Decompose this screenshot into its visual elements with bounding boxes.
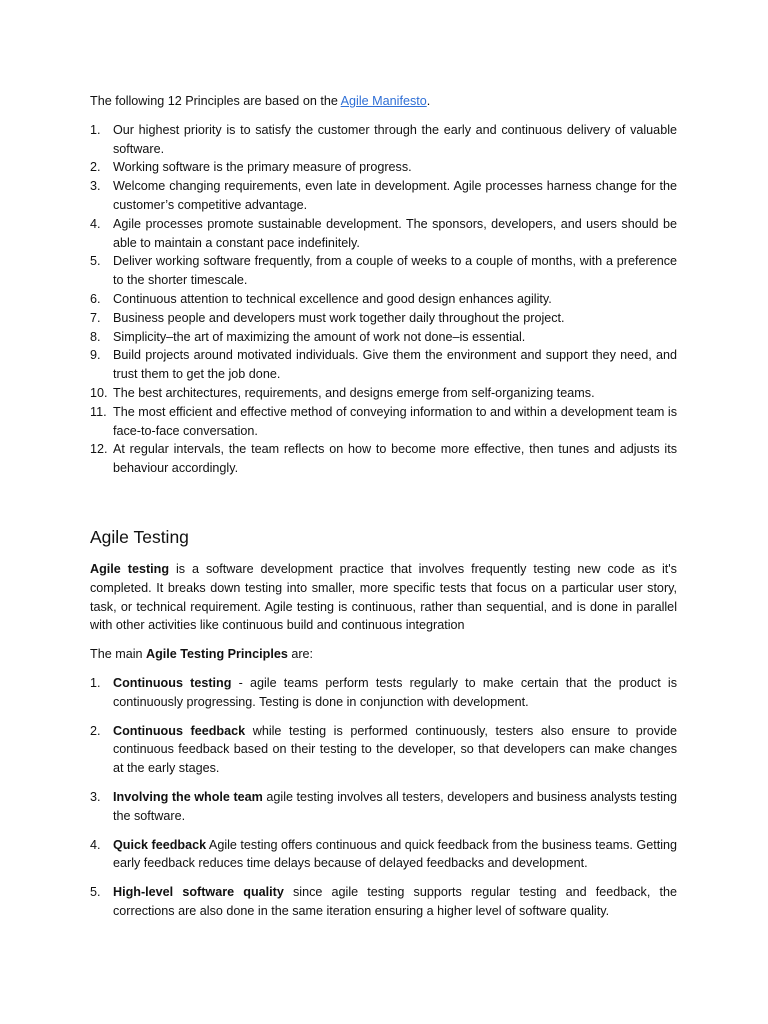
principle-number: 5. bbox=[90, 254, 101, 269]
testing-principle-title: Continuous feedback bbox=[113, 723, 246, 738]
principle-text: At regular intervals, the team reflects on how to become more effective, then tunes and adjusts its behaviour accordingly. bbox=[113, 442, 677, 476]
document-content bbox=[90, 92, 677, 931]
testing-principle-number: 5. bbox=[90, 885, 101, 900]
testing-principle-title: Involving the whole team bbox=[113, 789, 263, 804]
principle-text: Welcome changing requirements, even late in development. Agile processes harness change for the customer’s competitive advantage. bbox=[113, 179, 677, 212]
agile-testing-heading: Agile Testing bbox=[90, 526, 189, 547]
testing-principle-text: agile testing involves all testers, developers and business analysts testing the software. bbox=[113, 789, 677, 823]
testing-principle-number: 2. bbox=[90, 723, 101, 738]
agile-manifesto-link[interactable]: Agile Manifesto bbox=[340, 94, 427, 108]
testing-principle-text: Agile testing offers continuous and quick feedback from the business teams. Getting early feedback reduces time delays because of delayed feedbacks and development. bbox=[113, 837, 678, 871]
principle-text: Simplicity–the art of maximizing the amount of work not done–is essential. bbox=[113, 329, 526, 344]
principle-item bbox=[90, 158, 677, 177]
principle-number: 6. bbox=[90, 291, 101, 306]
testing-principle-title: Continuous testing bbox=[113, 675, 232, 690]
testing-principles-list bbox=[90, 674, 677, 921]
principle-number: 12. bbox=[90, 442, 108, 457]
principle-number: 2. bbox=[90, 160, 101, 175]
testing-principle-item bbox=[90, 788, 677, 826]
principle-item bbox=[90, 290, 677, 309]
testing-principle-text: since agile testing supports regular testing and feedback, the corrections are also done in the same iteration ensuring a higher level of software quality. bbox=[113, 885, 678, 918]
testing-principle-number: 1. bbox=[90, 675, 101, 690]
principle-number: 10. bbox=[90, 385, 108, 400]
principle-item bbox=[90, 328, 677, 347]
agile-testing-paragraph bbox=[90, 560, 677, 635]
principle-item bbox=[90, 252, 677, 290]
principle-number: 1. bbox=[90, 122, 101, 137]
testing-principle-text: - agile teams perform tests regularly to make certain that the product is continuously progressing. Testing is done in conjunction with development. bbox=[113, 675, 677, 709]
principle-text: The most efficient and effective method of conveying information to and within a development team is face-to-face conversation. bbox=[113, 404, 677, 438]
principle-item bbox=[90, 403, 677, 441]
principle-item bbox=[90, 215, 677, 253]
principle-item bbox=[90, 346, 677, 384]
principle-item bbox=[90, 121, 677, 159]
agile-testing-description: is a software development practice that involves frequently testing new code as it's completed. It breaks down testing into smaller, more specific tests that focus on a particular user story, task, or technical requirement. Agile testing is continuous, rather than sequential, and is done in parallel with other activities like continuous build and continuous integration bbox=[90, 561, 677, 633]
testing-principle-title: High-level software quality bbox=[113, 885, 284, 900]
principle-text: Build projects around motivated individuals. Give them the environment and support they need, and trust them to get the job done. bbox=[113, 348, 677, 382]
testing-principle-number: 3. bbox=[90, 789, 101, 804]
testing-principle-number: 4. bbox=[90, 837, 101, 852]
principle-number: 9. bbox=[90, 348, 101, 363]
principle-text: Working software is the primary measure of progress. bbox=[113, 160, 412, 175]
principle-text: Our highest priority is to satisfy the customer through the early and continuous delivery of valuable software. bbox=[113, 122, 677, 156]
testing-principle-item bbox=[90, 674, 677, 712]
principle-number: 8. bbox=[90, 329, 101, 344]
principle-text: The best architectures, requirements, and designs emerge from self-organizing teams. bbox=[113, 385, 595, 400]
principle-text: Agile processes promote sustainable development. The sponsors, developers, and users should be able to maintain a constant pace indefinitely. bbox=[113, 216, 677, 250]
testing-principle-title: Quick feedback bbox=[113, 837, 207, 852]
principle-item bbox=[90, 177, 677, 215]
principles-intro-prefix: The main bbox=[90, 647, 146, 662]
principles-list bbox=[90, 121, 677, 478]
principle-item bbox=[90, 440, 677, 478]
principle-text: Deliver working software frequently, from a couple of weeks to a couple of months, with a preference to the shorter timescale. bbox=[113, 254, 677, 288]
principle-number: 4. bbox=[90, 216, 101, 231]
testing-principle-item bbox=[90, 883, 677, 921]
principle-item bbox=[90, 309, 677, 328]
principles-intro-bold: Agile Testing Principles bbox=[146, 647, 288, 662]
testing-principle-item bbox=[90, 722, 677, 778]
intro-text: The following 12 Principles are based on the bbox=[90, 94, 341, 108]
testing-principle-text: while testing is performed continuously, testers also ensure to provide continuous feedback based on their testing to the developer, so that developers can make changes at the early stages. bbox=[113, 723, 678, 776]
principles-intro bbox=[90, 645, 677, 664]
intro-suffix: . bbox=[426, 94, 431, 108]
principle-number: 3. bbox=[90, 179, 101, 194]
agile-testing-term: Agile testing bbox=[90, 561, 170, 576]
principles-intro-suffix: are: bbox=[287, 647, 314, 662]
principle-number: 7. bbox=[90, 310, 101, 325]
principle-text: Business people and developers must work together daily throughout the project. bbox=[113, 310, 565, 325]
testing-principle-item bbox=[90, 836, 677, 874]
principle-number: 11. bbox=[90, 404, 107, 419]
principle-text: Continuous attention to technical excellence and good design enhances agility. bbox=[113, 291, 552, 306]
principle-item bbox=[90, 384, 677, 403]
intro-paragraph bbox=[90, 92, 677, 111]
